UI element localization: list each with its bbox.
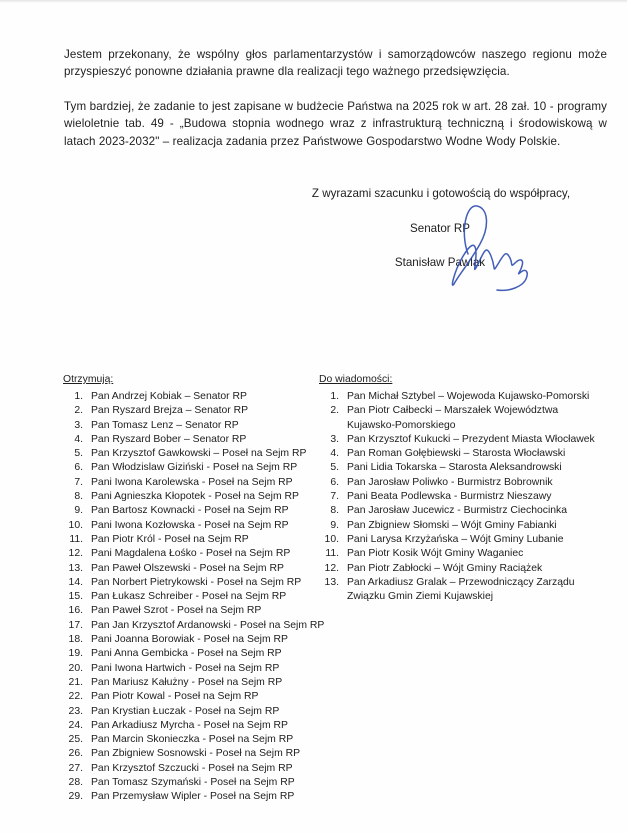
list-item-text: Pani Agnieszka Kłopotek - Poseł na Sejm RP [91,491,299,503]
list-item [63,604,325,618]
list-item-number: 29. [68,791,83,803]
list-item [63,705,325,719]
list-item-number: 5. [74,448,83,460]
letter-paragraph: Tym bardziej, że zadanie to jest zapisane w budżecie Państwa na 2025 rok w art. 28 zał. 10 - programy wieloletnie tab. 49 - „Budowa stopnia wodnego wraz z infrastrukturą techniczną i środowiskową w latach 2023-2032" – realizacja zadania przez Państwowe Gospodarstwo Wodne Wody Polskie. [64,99,607,148]
list-item [63,562,325,576]
list-item-number: 28. [68,777,83,789]
list-item [319,390,599,404]
letter-body [64,46,607,167]
list-item-number: 10. [68,519,83,531]
list-item [63,719,325,733]
recipients-heading: Otrzymują: [63,374,114,385]
list-item-text: Pan Paweł Szrot - Poseł na Sejm RP [91,605,262,617]
list-item [63,447,325,461]
list-item-number: 13. [324,576,339,588]
list-item-text: Pan Zbigniew Słomski – Wójt Gminy Fabianki [347,519,557,531]
list-item-number: 9. [74,505,83,517]
list-item-number: 8. [330,505,339,517]
list-item-text: Pan Bartosz Kownacki - Poseł na Sejm RP [91,505,289,517]
list-item-text: Pan Mariusz Kałużny - Poseł na Sejm RP [91,676,283,688]
list-item-number: 6. [74,462,83,474]
list-item-number: 8. [74,491,83,503]
list-item-text: Pan Norbert Pietrykowski - Poseł na Sejm RP [91,576,302,588]
list-item-number: 7. [330,491,339,503]
list-item [319,433,599,447]
signer-title: Senator RP [410,222,470,235]
list-item-number: 13. [68,562,83,574]
list-item-text: Pan Paweł Olszewski - Poseł na Sejm RP [91,562,284,574]
list-item [63,419,325,433]
list-item-number: 6. [330,476,339,488]
list-item-text: Pan Krzysztof Szczucki - Poseł na Sejm RP [91,762,293,774]
list-item-number: 18. [68,634,83,646]
list-item-text: Pan Andrzej Kobiak – Senator RP [91,391,247,402]
list-item-number: 21. [68,676,83,688]
list-item [63,433,325,447]
list-item-text: Pan Przemysław Wipler - Poseł na Sejm RP [91,791,295,803]
list-item-text: Pan Jarosław Jucewicz - Burmistrz Ciechocinka [347,505,568,517]
list-item-number: 20. [68,662,83,674]
list-item [319,576,599,605]
list-item-number: 22. [68,691,83,703]
list-item-text: Pan Ryszard Brejza – Senator RP [91,405,249,417]
list-item-text: Pan Krzysztof Kukucki – Prezydent Miasta Włocławek [347,433,595,445]
list-item [319,533,599,547]
list-item-number: 5. [330,462,339,474]
list-item [319,562,599,576]
list-item-number: 3. [330,433,339,445]
list-item-number: 25. [68,734,83,746]
list-item-text: Pan Łukasz Schreiber - Poseł na Sejm RP [91,591,287,603]
list-item-text: Pan Jan Krzysztof Ardanowski - Poseł na Sejm RP [91,619,325,631]
list-item-text: Pan Ryszard Bober – Senator RP [91,433,247,445]
signer-name: Stanisław Pawlak [394,256,486,269]
signature-stroke [452,206,527,290]
list-item-text: Pani Iwona Kozłowska - Poseł na Sejm RP [91,519,289,531]
list-item-text: Pani Iwona Hartwich - Poseł na Sejm RP [91,662,280,674]
list-item-number: 4. [330,448,339,460]
list-item-number: 15. [68,591,83,603]
closing-line: Z wyrazami szacunku i gotowością do współpracy, [311,187,571,200]
list-item-number: 14. [68,576,83,588]
list-item-text: Pan Tomasz Szymański - Poseł na Sejm RP [91,777,295,789]
list-item-text: Pan Piotr Król - Poseł na Sejm RP [91,533,249,545]
list-item-number: 2. [330,405,339,417]
list-item-text: Pan Michał Sztybel – Wojewoda Kujawsko-Pomorski [347,391,590,402]
list-item [63,747,325,761]
list-item [319,404,599,433]
list-item-number: 4. [74,433,83,445]
list-item-text: Pan Krystian Łuczak - Poseł na Sejm RP [91,705,280,717]
list-item [63,533,325,547]
list-item [63,519,325,533]
list-item-text: Pani Anna Gembicka - Poseł na Sejm RP [91,648,282,660]
list-item [63,547,325,561]
list-item-number: 12. [68,548,83,560]
list-item [319,476,599,490]
list-item-number: 17. [68,619,83,631]
list-item [63,390,325,404]
handwritten-signature [430,202,530,294]
list-item [63,490,325,504]
list-item [319,447,599,461]
list-item [63,662,325,676]
list-item [63,619,325,633]
list-item-text: Pan Marcin Skonieczka - Poseł na Sejm RP [91,734,294,746]
list-item [63,790,325,804]
list-item [63,404,325,418]
recipients-list [63,373,325,805]
list-item-number: 1. [74,391,83,402]
list-item-text: Pani Joanna Borowiak - Poseł na Sejm RP [91,634,288,646]
list-item-number: 24. [68,719,83,731]
list-item-text: Pani Larysa Krzyżańska – Wójt Gminy Lubanie [347,533,564,545]
list-item [63,690,325,704]
list-item-number: 16. [68,605,83,617]
list-item-text: Pan Piotr Kowal - Poseł na Sejm RP [91,691,259,703]
list-item-text: Pan Piotr Zabłocki – Wójt Gminy Raciążek [347,562,543,574]
list-item-text: Pan Piotr Kosik Wójt Gminy Waganiec [347,548,524,560]
list-item-text: Pan Włodzislaw Giziński - Poseł na Sejm RP [91,462,298,474]
letter-paragraph: Jestem przekonany, że wspólny głos parlamentarzystów i samorządowców naszego regionu może przyspieszyć ponowne działania prawne dla realizacji tego ważnego przedsięwzięcia. [64,48,607,79]
list-item [63,461,325,475]
list-item-number: 26. [68,748,83,760]
list-item-number: 23. [68,705,83,717]
list-item [63,776,325,790]
list-item-number: 3. [74,419,83,431]
list-item-number: 9. [330,519,339,531]
list-item [319,504,599,518]
list-item [63,504,325,518]
list-item [63,733,325,747]
list-item [63,762,325,776]
list-item [319,519,599,533]
list-item [63,647,325,661]
list-item [319,461,599,475]
list-item-number: 19. [68,648,83,660]
list-item-text: Pan Piotr Całbecki – Marszałek Województwa Kujawsko-Pomorskiego [347,405,559,431]
list-item-text: Pan Jarosław Poliwko - Burmistrz Bobrownik [347,476,553,488]
list-item-number: 11. [325,548,339,560]
list-item-text: Pani Iwona Karolewska - Poseł na Sejm RP [91,476,293,488]
list-item-text: Pani Beata Podlewska - Burmistrz Nieszawy [347,491,552,503]
cc-heading: Do wiadomości: [319,374,393,385]
list-item-number: 11. [69,533,83,545]
list-item-number: 2. [74,405,83,417]
list-item-number: 12. [324,562,339,574]
list-item [63,576,325,590]
list-item [63,676,325,690]
list-item-number: 27. [68,762,83,774]
list-item-text: Pan Arkadiusz Gralak – Przewodniczący Zarządu Związku Gmin Ziemi Kujawskiej [347,576,575,603]
list-item-text: Pan Zbigniew Sosnowski - Poseł na Sejm RP [91,748,301,760]
list-item-text: Pani Lidia Tokarska – Starosta Aleksandrowski [347,462,562,474]
cc-list [319,373,599,604]
list-item [63,476,325,490]
scan-top-edge [0,0,627,3]
list-item [319,490,599,504]
list-item-number: 7. [74,476,83,488]
list-item-text: Pani Magdalena Łośko - Poseł na Sejm RP [91,548,291,560]
list-item-text: Pan Krzysztof Gawkowski – Poseł na Sejm RP [91,448,307,460]
list-item-number: 1. [330,391,339,402]
list-item [63,633,325,647]
list-item [319,547,599,561]
list-item-text: Pan Arkadiusz Myrcha - Poseł na Sejm RP [91,719,288,731]
list-item-text: Pan Tomasz Lenz – Senator RP [91,419,239,431]
list-item [63,590,325,604]
list-item-text: Pan Roman Gołębiewski – Starosta Włocławski [347,448,566,460]
list-item-number: 10. [324,533,339,545]
